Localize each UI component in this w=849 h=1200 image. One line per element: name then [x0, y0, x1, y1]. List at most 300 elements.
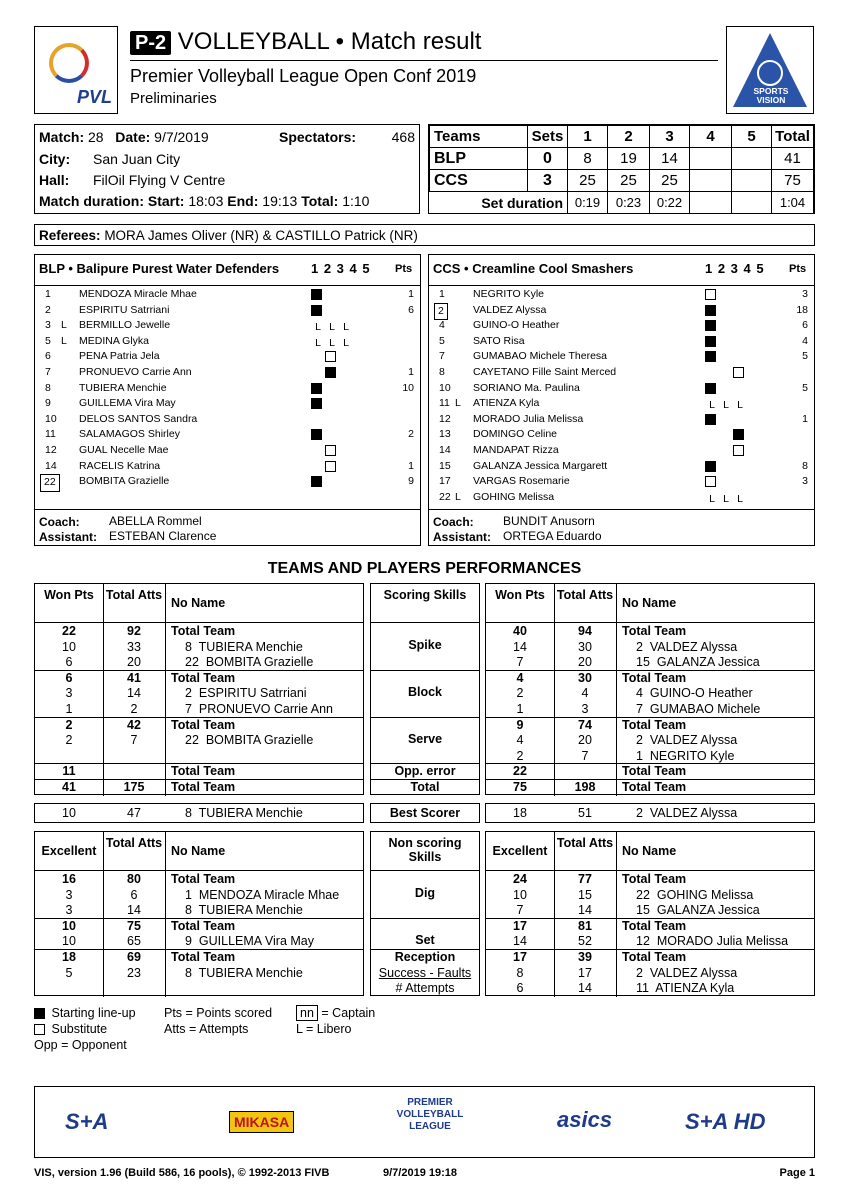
- perf-won: 2: [516, 748, 524, 763]
- team-a-assistant: ESTEBAN Clarence: [109, 529, 217, 543]
- perf-total: 30: [578, 639, 592, 654]
- captain-box-icon: nn: [296, 1005, 318, 1021]
- player-row: [429, 303, 814, 319]
- col-header-total: Total Atts: [556, 588, 614, 602]
- player-row: [35, 443, 420, 459]
- perf-won: 7: [516, 655, 524, 670]
- player-points: 3: [802, 475, 808, 488]
- perf-name: 15 GALANZA Jessica: [636, 655, 760, 670]
- hall-label: Hall:: [39, 172, 70, 188]
- end-time: 19:13: [262, 193, 298, 209]
- duration-label: Match duration:: [39, 193, 144, 209]
- player-row: [35, 427, 420, 443]
- player-name: PRONUEVO Carrie Ann: [79, 365, 192, 378]
- perf-total: 65: [127, 934, 141, 949]
- legend-start: Starting line-up: [51, 1006, 136, 1020]
- player-points: 4: [802, 334, 808, 347]
- perf-name: Total Team: [622, 950, 687, 964]
- set-duration: 0:19: [568, 192, 608, 214]
- player-name: NEGRITO Kyle: [473, 288, 544, 300]
- team-a-pts-header: Pts: [395, 263, 413, 275]
- perf-total: 15: [578, 887, 592, 902]
- starting-lineup-icon: [705, 305, 716, 316]
- player-row: [429, 396, 814, 412]
- libero-mark-icon: L: [315, 336, 321, 349]
- player-row: [429, 443, 814, 459]
- perf-won: 7: [516, 903, 524, 918]
- team-b-player-list: [429, 287, 814, 505]
- set-score: 8: [568, 148, 608, 170]
- group-divider: [371, 670, 479, 671]
- player-number: 8: [439, 365, 445, 378]
- sports-vision-logo: [726, 26, 814, 114]
- perf-total: 39: [578, 950, 592, 964]
- col-header-total: Total Atts: [556, 836, 614, 850]
- starting-lineup-icon: [311, 476, 322, 487]
- player-points: 8: [802, 459, 808, 472]
- perf-total: 6: [130, 887, 138, 902]
- perf-name: Total Team: [171, 950, 236, 964]
- player-row: [35, 459, 420, 475]
- skill-name: Dig: [414, 886, 436, 901]
- set-duration-row: [430, 192, 814, 214]
- player-row: [35, 365, 420, 381]
- perf-total: 42: [127, 717, 141, 732]
- team-b-coach-label: Coach:: [433, 515, 474, 529]
- perf-name: Total Team: [171, 780, 236, 794]
- player-number: 5: [439, 334, 445, 347]
- score-row-ccs: [430, 170, 814, 192]
- player-name: MENDOZA Miracle Mhae: [79, 288, 197, 300]
- perf-won: 75: [513, 780, 527, 794]
- player-row: [429, 318, 814, 334]
- skill-name: Serve: [407, 731, 443, 746]
- perf-won: 2: [65, 733, 73, 748]
- group-divider: [371, 918, 479, 919]
- player-name: SALAMAGOS Shirley: [79, 428, 180, 441]
- player-number: 10: [439, 381, 451, 394]
- player-name: GALANZA Jessica Margarett: [473, 459, 608, 472]
- col-header-first: Excellent: [492, 844, 548, 858]
- libero-flag: L: [455, 490, 461, 503]
- substitute-icon: [325, 367, 336, 378]
- perf-name: 9 GUILLEMA Vira May: [185, 934, 314, 949]
- player-points: 6: [802, 319, 808, 332]
- substitute-icon: [705, 289, 716, 300]
- player-name: GUAL Necelle Mae: [79, 443, 169, 456]
- perf-name: 2 VALDEZ Alyssa: [636, 965, 738, 980]
- perf-won: 11: [62, 764, 76, 779]
- skill-name: Total: [410, 780, 440, 794]
- perf-won: 22: [62, 624, 76, 638]
- start-label: Start:: [147, 193, 185, 209]
- team-b-roster: [428, 254, 815, 546]
- sports-action-logo: S+A: [65, 1109, 109, 1134]
- perf-total: 23: [127, 965, 141, 980]
- perf-total: 17: [578, 965, 592, 980]
- legend-abbrev: [164, 1005, 272, 1037]
- player-number: 1: [45, 288, 51, 300]
- player-number: 11: [45, 428, 56, 441]
- referees-box: [34, 224, 815, 246]
- perf-name: Total Team: [622, 918, 687, 933]
- player-name: MORADO Julia Melissa: [473, 412, 584, 425]
- col-header-noname: No Name: [622, 844, 677, 858]
- perf-won: 10: [513, 887, 527, 902]
- perf-name: 8 TUBIERA Menchie: [185, 806, 303, 820]
- footer-page: Page 1: [779, 1167, 815, 1179]
- player-points: 10: [402, 381, 414, 394]
- perf-won: 40: [513, 624, 527, 638]
- perf-won: 8: [516, 965, 524, 980]
- libero-mark-icon: L: [737, 399, 743, 412]
- col-divider: [616, 832, 617, 997]
- header-divider: [35, 622, 363, 623]
- perf-total: 94: [578, 624, 592, 638]
- player-name: MEDINA Glyka: [79, 334, 150, 347]
- perf-won: 2: [65, 717, 73, 732]
- col-header-noname: No Name: [622, 596, 677, 610]
- perf-won: 16: [62, 872, 76, 886]
- skill-name: Block: [407, 684, 443, 699]
- set-score: [732, 148, 772, 170]
- pvl-logo-text: PVL: [77, 87, 113, 107]
- total-score: 41: [772, 148, 814, 170]
- perf-name: 7 GUMABAO Michele: [636, 702, 761, 716]
- player-name: GUILLEMA Vira May: [79, 397, 176, 410]
- col-sets: Sets: [528, 126, 568, 148]
- col-header-total: Total Atts: [105, 836, 163, 850]
- player-name: SORIANO Ma. Paulina: [473, 381, 580, 394]
- perf-total: 175: [123, 780, 145, 794]
- starting-lineup-icon: [311, 429, 322, 440]
- perf-right-table: [485, 583, 815, 795]
- legend-pts: Pts = Points scored: [164, 1006, 273, 1020]
- league-name: Premier Volleyball League Open Conf 2019: [130, 66, 477, 86]
- perf-name: Total Team: [622, 780, 687, 794]
- player-name: VALDEZ Alyssa: [473, 303, 547, 316]
- perf-total: 52: [578, 934, 592, 949]
- sports-action-hd-logo: S+A HD: [685, 1109, 766, 1134]
- perf-name: 2 VALDEZ Alyssa: [636, 733, 738, 748]
- total-duration: 1:04: [772, 192, 814, 214]
- perf-total: 7: [581, 748, 589, 763]
- spectators-label: Spectators:: [279, 129, 357, 145]
- team-b-coach: BUNDIT Anusorn: [503, 514, 595, 528]
- pvl-emblem-icon: [49, 43, 89, 83]
- hall-value: FilOil Flying V Centre: [93, 172, 226, 188]
- perf-won: 10: [62, 639, 76, 654]
- perf-total: 80: [127, 872, 141, 886]
- header-divider: [371, 870, 479, 871]
- perf-won: 14: [513, 934, 527, 949]
- col-set3: 3: [650, 126, 690, 148]
- report-title-text: VOLLEYBALL • Match result: [177, 28, 482, 55]
- perf-total: 4: [581, 686, 589, 701]
- perf-total: 14: [127, 903, 141, 918]
- total-time: 1:10: [342, 193, 370, 209]
- scoreboard: [428, 124, 815, 214]
- group-divider: [371, 717, 479, 718]
- set-score: 25: [650, 170, 690, 192]
- sponsor-bar: [34, 1086, 815, 1158]
- team-a-coach: ABELLA Rommel: [109, 514, 202, 528]
- player-points: 9: [408, 475, 414, 488]
- player-row: [35, 318, 420, 334]
- perf-name: 22 BOMBITA Grazielle: [185, 733, 314, 748]
- header-divider: [486, 622, 814, 623]
- player-points: 1: [408, 365, 414, 378]
- perf-total: 20: [578, 655, 592, 670]
- skill-name: Opp. error: [394, 764, 456, 779]
- perf-name: 2 ESPIRITU Satrriani: [185, 686, 307, 701]
- set-duration: 0:23: [608, 192, 650, 214]
- perf-won: 41: [62, 780, 76, 794]
- player-points: 1: [408, 288, 414, 300]
- perf-total: 74: [578, 717, 592, 732]
- perf-name: 1 NEGRITO Kyle: [636, 748, 735, 763]
- player-row: [35, 412, 420, 428]
- perf-total: 51: [578, 806, 592, 820]
- player-row: [35, 349, 420, 365]
- perf-won: 10: [62, 934, 76, 949]
- set-score: [690, 170, 732, 192]
- perf-won: 10: [62, 918, 76, 933]
- perf-won: 1: [516, 702, 524, 716]
- team-b-assistant: ORTEGA Eduardo: [503, 529, 602, 543]
- perf-won: 18: [62, 950, 76, 964]
- perf-won: 6: [65, 655, 73, 670]
- player-row: [35, 381, 420, 397]
- referees-names: MORA James Oliver (NR) & CASTILLO Patrick (NR): [104, 228, 418, 243]
- sets-won: 3: [528, 170, 568, 192]
- end-label: End:: [227, 193, 259, 209]
- perf-name: Total Team: [171, 624, 236, 638]
- starting-lineup-icon: [311, 289, 322, 300]
- player-number: 14: [45, 459, 57, 472]
- player-name: ATIENZA Kyla: [473, 397, 540, 410]
- libero-flag: L: [61, 334, 67, 347]
- col-teams: Teams: [430, 126, 528, 148]
- perf-name: Total Team: [622, 717, 687, 732]
- match-info-box: [34, 124, 420, 214]
- set-score: 14: [650, 148, 690, 170]
- player-number: 7: [439, 350, 445, 363]
- perf-total: 33: [127, 639, 141, 654]
- header-divider: [371, 622, 479, 623]
- scoreboard-header: [430, 126, 814, 148]
- player-name: GUINO-O Heather: [473, 319, 560, 332]
- legend: [34, 1005, 136, 1053]
- player-name: GUMABAO Michele Theresa: [473, 350, 608, 363]
- skill-name: Set: [415, 932, 435, 947]
- player-number: 4: [439, 319, 445, 332]
- player-number: 2: [45, 303, 51, 316]
- libero-mark-icon: L: [709, 399, 715, 412]
- libero-mark-icon: L: [329, 336, 335, 349]
- total-label: Total:: [301, 193, 339, 209]
- city-value: San Juan City: [93, 151, 181, 167]
- col-set1: 1: [568, 126, 608, 148]
- skill-name: Success - Faults: [378, 965, 472, 980]
- libero-mark-icon: L: [343, 336, 349, 349]
- col-header-first: Excellent: [41, 844, 97, 858]
- team-b-title: CCS • Creamline Cool Smashers: [433, 261, 634, 276]
- perf-won: 3: [65, 903, 73, 918]
- perf-skill-column: [370, 831, 480, 996]
- title-divider: [130, 60, 718, 61]
- substitute-icon: [325, 445, 336, 456]
- date-label: Date:: [115, 129, 151, 145]
- perf-skill-column: [370, 583, 480, 795]
- perf-won: 22: [513, 764, 527, 779]
- player-row: [429, 412, 814, 428]
- col-header-noname: No Name: [171, 596, 226, 610]
- header-divider: [486, 870, 814, 871]
- best-scorer-left: [34, 803, 364, 823]
- perf-won: 5: [65, 965, 73, 980]
- team-a-title: BLP • Balipure Purest Water Defenders: [39, 261, 280, 276]
- player-row: [429, 287, 814, 303]
- perf-name: 2 VALDEZ Alyssa: [636, 639, 738, 654]
- skill-header: Non scoring Skills: [388, 836, 462, 864]
- substitute-icon: [325, 461, 336, 472]
- perf-won: 4: [516, 670, 524, 685]
- starting-lineup-icon: [311, 305, 322, 316]
- perf-total: 30: [578, 670, 592, 685]
- perf-won: 4: [516, 733, 524, 748]
- player-number: 17: [439, 475, 451, 488]
- player-number: 15: [439, 459, 451, 472]
- team-code: CCS: [430, 170, 528, 192]
- starting-lineup-icon: [705, 414, 716, 425]
- perf-name: 1 MENDOZA Miracle Mhae: [185, 887, 340, 902]
- perf-name: Total Team: [171, 918, 236, 933]
- perf-name: Total Team: [171, 764, 236, 779]
- referees-label: Referees:: [39, 228, 101, 243]
- player-number: 12: [439, 412, 451, 425]
- legend-atts: Atts = Attempts: [164, 1022, 249, 1036]
- perf-name: 4 GUINO-O Heather: [636, 686, 753, 701]
- city-label: City:: [39, 151, 71, 167]
- perf-left-table: [34, 583, 364, 795]
- team-a-assistant-label: Assistant:: [39, 530, 98, 544]
- player-points: 1: [408, 459, 414, 472]
- perf-won: 18: [513, 806, 527, 820]
- col-divider: [165, 832, 166, 997]
- perf-name: 11 ATIENZA Kyla: [636, 981, 735, 996]
- set-duration: [690, 192, 732, 214]
- starting-lineup-icon: [705, 461, 716, 472]
- perf-total: 77: [578, 872, 592, 886]
- player-number: 14: [439, 443, 451, 456]
- set-score: 19: [608, 148, 650, 170]
- perf-total: 14: [578, 981, 592, 996]
- player-name: ESPIRITU Satrriani: [79, 303, 170, 316]
- starting-lineup-icon: [705, 320, 716, 331]
- team-b-pts-header: Pts: [789, 263, 807, 275]
- start-time: 18:03: [188, 193, 224, 209]
- perf-name: 8 TUBIERA Menchie: [185, 965, 303, 980]
- skill-name: Spike: [408, 638, 442, 653]
- spectators-count: 468: [391, 129, 415, 145]
- perf-won: 3: [65, 887, 73, 902]
- team-code: BLP: [430, 148, 528, 170]
- team-a-coach-label: Coach:: [39, 515, 80, 529]
- player-points: 5: [802, 350, 808, 363]
- perf-left-table: [34, 831, 364, 996]
- asics-logo: asics: [557, 1107, 613, 1132]
- substitute-icon: [325, 351, 336, 362]
- legend-opp: Opp = Opponent: [34, 1038, 127, 1052]
- player-name: MANDAPAT Rizza: [473, 443, 559, 456]
- col-header-first: Won Pts: [44, 588, 94, 602]
- player-row: [35, 303, 420, 319]
- player-number: 11: [439, 397, 450, 410]
- perf-name: 22 GOHING Melissa: [636, 887, 754, 902]
- player-sets: [705, 492, 747, 508]
- player-points: 1: [802, 412, 808, 425]
- player-row: [429, 334, 814, 350]
- skill-name: # Attempts: [395, 981, 455, 996]
- score-row-blp: [430, 148, 814, 170]
- perf-name: 8 TUBIERA Menchie: [185, 903, 303, 918]
- team-b-sets-header: 1 2 3 4 5: [705, 261, 765, 276]
- perf-name: 12 MORADO Julia Melissa: [636, 934, 789, 949]
- perf-name: Total Team: [171, 872, 236, 886]
- player-name: DELOS SANTOS Sandra: [79, 412, 198, 425]
- skill-header: Scoring Skills: [383, 588, 467, 602]
- perf-won: 2: [516, 686, 524, 701]
- match-number: 28: [88, 129, 104, 145]
- perf-total: 92: [127, 624, 141, 638]
- player-name: CAYETANO Fille Saint Merced: [473, 365, 617, 378]
- player-points: 18: [796, 303, 808, 316]
- legend-libero: L = Libero: [296, 1022, 352, 1036]
- player-number: 9: [45, 397, 51, 410]
- player-row: [429, 349, 814, 365]
- starting-lineup-icon: [733, 429, 744, 440]
- perf-name: Total Team: [622, 764, 687, 779]
- pvl-logo: [34, 26, 118, 114]
- team-a-sets-header: 1 2 3 4 5: [311, 261, 371, 276]
- phase-name: Preliminaries: [130, 90, 217, 107]
- player-number: 2: [434, 303, 448, 321]
- player-row: [429, 474, 814, 490]
- mikasa-logo: MIKASA: [229, 1111, 294, 1133]
- perf-total: 198: [574, 780, 596, 794]
- player-number: 7: [45, 365, 51, 378]
- total-score: 75: [772, 170, 814, 192]
- header-divider: [35, 870, 363, 871]
- perf-won: 14: [513, 639, 527, 654]
- set-duration-label: Set duration: [430, 192, 568, 214]
- starting-lineup-icon: [311, 398, 322, 409]
- player-name: SATO Risa: [473, 334, 525, 347]
- starting-lineup-icon: [311, 383, 322, 394]
- col-header-first: Won Pts: [495, 588, 545, 602]
- perf-won: 6: [516, 981, 524, 996]
- perf-total: 69: [127, 950, 141, 964]
- perf-total: 81: [578, 918, 592, 933]
- player-points: 2: [408, 428, 414, 441]
- match-date: 9/7/2019: [154, 129, 209, 145]
- player-number: 12: [45, 443, 57, 456]
- libero-mark-icon: L: [329, 321, 335, 334]
- scoreboard-table: [429, 125, 814, 214]
- starting-lineup-icon: [34, 1008, 45, 1019]
- perf-name: Total Team: [622, 624, 687, 638]
